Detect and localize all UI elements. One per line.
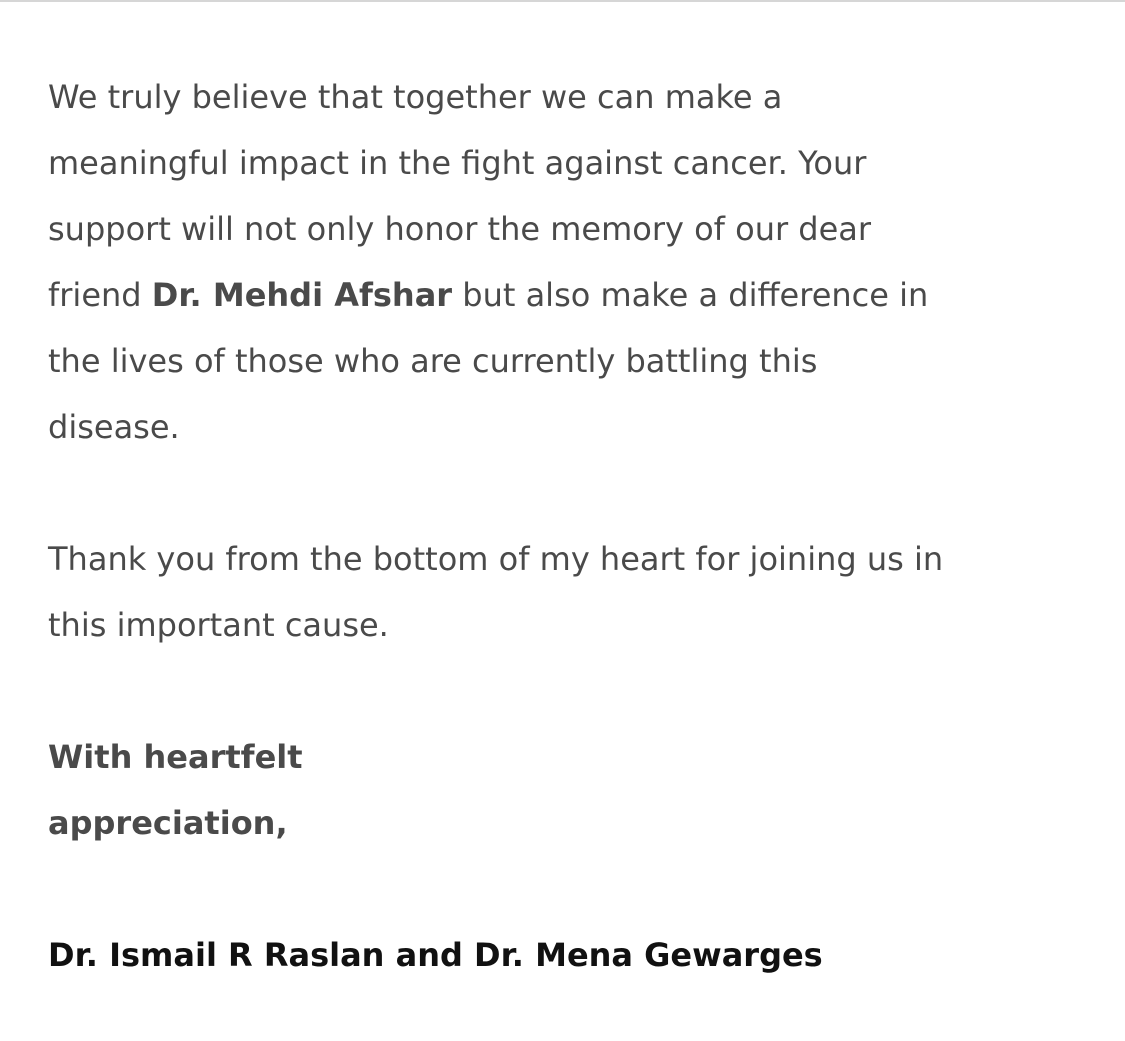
top-divider <box>0 0 1125 2</box>
paragraph-line: disease. <box>48 408 180 446</box>
paragraph-line: support will not only honor the memory of our dear <box>48 210 872 248</box>
line-text: friend <box>48 276 152 314</box>
paragraph-line: We truly believe that together we can make a <box>48 78 783 116</box>
paragraph-line <box>48 262 1088 328</box>
signature-names <box>48 922 1088 988</box>
paragraph-support-message <box>48 64 1088 460</box>
spacer <box>48 460 1088 526</box>
email-body <box>48 64 1088 988</box>
signature-line: Dr. Ismail R Raslan and Dr. Mena Gewarges <box>48 936 823 974</box>
closing-line: appreciation, <box>48 804 288 842</box>
paragraph-thank-you <box>48 526 1088 658</box>
closing-salutation <box>48 724 1088 856</box>
line-text: but also make a difference in <box>452 276 929 314</box>
paragraph-line: the lives of those who are currently battling this <box>48 342 818 380</box>
spacer <box>48 856 1088 922</box>
honoree-name: Dr. Mehdi Afshar <box>151 276 453 314</box>
paragraph-line: Thank you from the bottom of my heart for joining us in <box>48 540 944 578</box>
paragraph-line: this important cause. <box>48 606 389 644</box>
closing-line: With heartfelt <box>48 738 303 776</box>
spacer <box>48 658 1088 724</box>
paragraph-line: meaningful impact in the fight against cancer. Your <box>48 144 867 182</box>
